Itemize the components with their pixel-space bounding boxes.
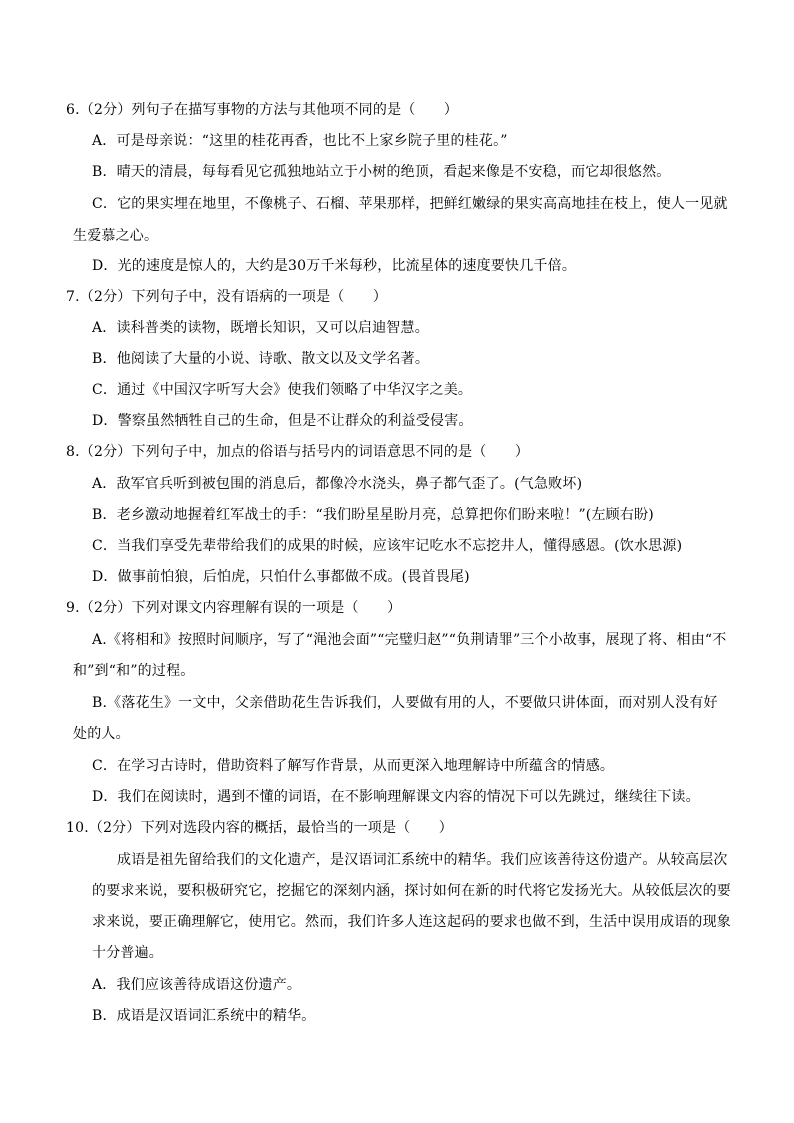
question-9-option-b-cont: 处的人。 bbox=[73, 726, 130, 742]
question-6-stem: 6.（2分）列句子在描写事物的方法与其他项不同的是（ ） bbox=[66, 102, 459, 118]
question-7-option-a: A．读科普类的读物，既增长知识，又可以启迪智慧。 bbox=[92, 320, 429, 336]
question-8-stem: 8.（2分）下列句子中，加点的俗语与括号内的词语意思不同的是（ ） bbox=[66, 444, 530, 460]
question-7-option-b: B．他阅读了大量的小说、诗歌、散文以及文学名著。 bbox=[92, 351, 430, 367]
question-10-passage-line: 的要求来说，要积极研究它，挖掘它的深刻内涵，探讨如何在新的时代将它发扬光大。从较低层次的要 bbox=[92, 883, 731, 899]
question-9-option-a-cont: 和”到“和”的过程。 bbox=[73, 663, 195, 679]
question-10-stem: 10.（2分）下列对选段内容的概括，最恰当的一项是（ ） bbox=[66, 820, 453, 836]
question-6-option-c-cont: 生爱慕之心。 bbox=[73, 228, 159, 244]
question-10-passage-line: 成语是祖先留给我们的文化遗产，是汉语词汇系统中的精华。我们应该善待这份遗产。从较高层次 bbox=[117, 852, 728, 868]
question-9-option-a: A.《将相和》按照时间顺序，写了“渑池会面”“完璧归赵”“负荆请罪”三个小故事，展现了将、相由“不 bbox=[92, 632, 727, 648]
question-8-option-d: D．做事前怕狼，后怕虎，只怕什么事都做不成。(畏首畏尾) bbox=[92, 569, 470, 585]
question-7-option-c: C．通过《中国汉字听写大会》使我们领略了中华汉字之美。 bbox=[92, 382, 473, 398]
question-6-option-c: C．它的果实埋在地里，不像桃子、石榴、苹果那样，把鲜红嫩绿的果实高高地挂在枝上，使人一见就 bbox=[92, 196, 728, 212]
question-6-option-a: A．可是母亲说：“这里的桂花再香，也比不上家乡院子里的桂花。” bbox=[92, 133, 508, 149]
question-10-option-a: A．我们应该善待成语这份遗产。 bbox=[92, 977, 302, 993]
question-10-passage-line: 求来说，要正确理解它，使用它。然而，我们许多人连这起码的要求也做不到，生活中误用成语的现象 bbox=[92, 914, 731, 930]
question-10-option-b: B．成语是汉语词汇系统中的精华。 bbox=[92, 1008, 316, 1024]
question-6-option-b: B．晴天的清晨，每每看见它孤独地站立于小树的绝顶，看起来像是不安稳，而它却很悠然。 bbox=[92, 164, 671, 180]
question-8-option-b: B．老乡激动地握着红军战士的手：“我们盼星星盼月亮，总算把你们盼来啦！”(左顾右盼) bbox=[92, 507, 654, 523]
question-8-option-c: C．当我们享受先辈带给我们的成果的时候，应该牢记吃水不忘挖井人，懂得感恩。(饮水思源) bbox=[92, 538, 683, 554]
question-8-option-a: A．敌军官兵听到被包围的消息后，都像冷水浇头，鼻子都气歪了。(气急败坏) bbox=[92, 476, 583, 492]
question-9-option-b: B.《落花生》一文中，父亲借助花生告诉我们，人要做有用的人，不要做只讲体面，而对别人没有好 bbox=[92, 695, 718, 711]
question-9-stem: 9.（2分）下列对课文内容理解有误的一项是（ ） bbox=[66, 600, 402, 616]
question-9-option-c: C．在学习古诗时，借助资料了解写作背景，从而更深入地理解诗中所蕴含的情感。 bbox=[92, 758, 615, 774]
question-7-stem: 7.（2分）下列句子中，没有语病的一项是（ ） bbox=[66, 289, 388, 305]
question-10-passage-line: 十分普遍。 bbox=[92, 945, 163, 961]
question-9-option-d: D．我们在阅读时，遇到不懂的词语，在不影响理解课文内容的情况下可以先跳过，继续往下读。 bbox=[92, 789, 700, 805]
question-6-option-d: D．光的速度是惊人的，大约是30万千米每秒，比流星体的速度要快几千倍。 bbox=[92, 258, 577, 274]
question-7-option-d: D．警察虽然牺牲自己的生命，但是不让群众的利益受侵害。 bbox=[92, 413, 473, 429]
